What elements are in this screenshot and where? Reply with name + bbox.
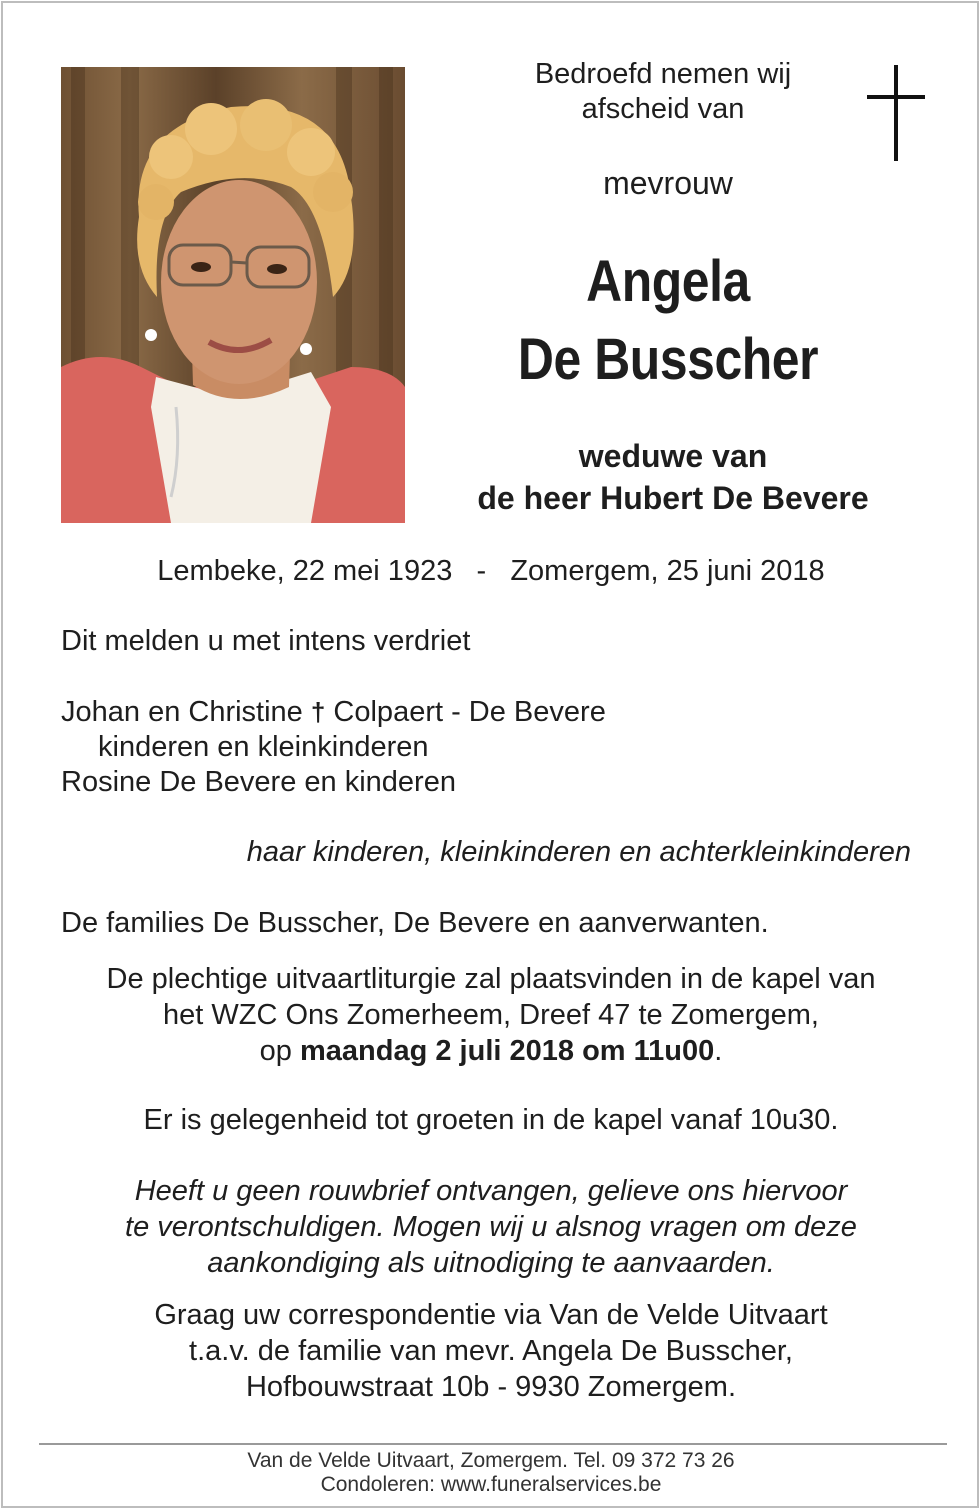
grandchildren-line: haar kinderen, kleinkinderen en achterkleinkinderen (246, 836, 911, 868)
portrait-photo (61, 67, 405, 523)
portrait-illustration (61, 67, 405, 523)
families-line: De families De Busscher, De Bevere en aanverwanten. (61, 907, 769, 939)
family-line-1-part1: Johan en Christine (61, 696, 303, 728)
liturgy-prefix: op (259, 1035, 292, 1067)
death-date: Zomergem, 25 juni 2018 (510, 555, 825, 587)
date-separator: - (476, 555, 487, 587)
spouse-line-2: de heer Hubert De Bevere (477, 480, 869, 516)
title-word: mevrouw (603, 165, 733, 201)
deceased-name (475, 243, 862, 399)
footer-divider (39, 1443, 947, 1445)
family-line-1-part2: Colpaert - De Bevere (333, 696, 606, 728)
liturgy-line-2: het WZC Ons Zomerheem, Dreef 47 te Zomergem, (163, 999, 819, 1031)
obituary-card (1, 1, 979, 1508)
intro-text (463, 57, 863, 127)
spouse-info (413, 435, 933, 519)
family-line-3: Rosine De Bevere en kinderen (61, 766, 456, 798)
announcement-line: Dit melden u met intens verdriet (61, 625, 471, 657)
apology-line-2: te verontschuldigen. Mogen wij u alsnog vragen om deze (125, 1211, 857, 1243)
footer-condolence-link[interactable]: Condoleren: www.funeralservices.be (320, 1473, 662, 1496)
life-dates (3, 553, 979, 589)
liturgy-suffix: . (714, 1035, 723, 1067)
correspondence-line-2: t.a.v. de familie van mevr. Angela De Busscher, (189, 1335, 793, 1367)
spouse-line-1: weduwe van (578, 438, 768, 474)
deceased-cross-icon: † (310, 697, 326, 727)
greeting-line: Er is gelegenheid tot groeten in de kapel vanaf 10u30. (143, 1104, 839, 1136)
apology-line-1: Heeft u geen rouwbrief ontvangen, gelieve ons hiervoor (134, 1175, 848, 1207)
last-name: De Busscher (517, 327, 819, 392)
correspondence-text (3, 1297, 979, 1405)
liturgy-line-1: De plechtige uitvaartliturgie zal plaatsvinden in de kapel van (106, 963, 876, 995)
intro-line-2: afscheid van (581, 93, 745, 125)
footer (3, 1449, 979, 1497)
family-line-1 (61, 695, 606, 730)
liturgy-info (3, 961, 979, 1069)
birth-date: Lembeke, 22 mei 1923 (157, 555, 453, 587)
apology-text (3, 1173, 979, 1281)
apology-line-3: aankondiging als uitnodiging te aanvaarden. (207, 1247, 775, 1279)
correspondence-line-3: Hofbouwstraat 10b - 9930 Zomergem. (245, 1371, 737, 1403)
first-name: Angela (586, 249, 750, 314)
liturgy-line-3 (3, 1033, 979, 1069)
cross-icon (867, 65, 925, 161)
footer-contact: Van de Velde Uitvaart, Zomergem. Tel. 09 372 73 26 (247, 1449, 735, 1472)
intro-line-1: Bedroefd nemen wij (534, 58, 792, 90)
family-line-2: kinderen en kleinkinderen (98, 731, 429, 763)
liturgy-datetime: maandag 2 juli 2018 om 11u00 (300, 1035, 715, 1067)
correspondence-line-1: Graag uw correspondentie via Van de Velde Uitvaart (154, 1299, 828, 1331)
